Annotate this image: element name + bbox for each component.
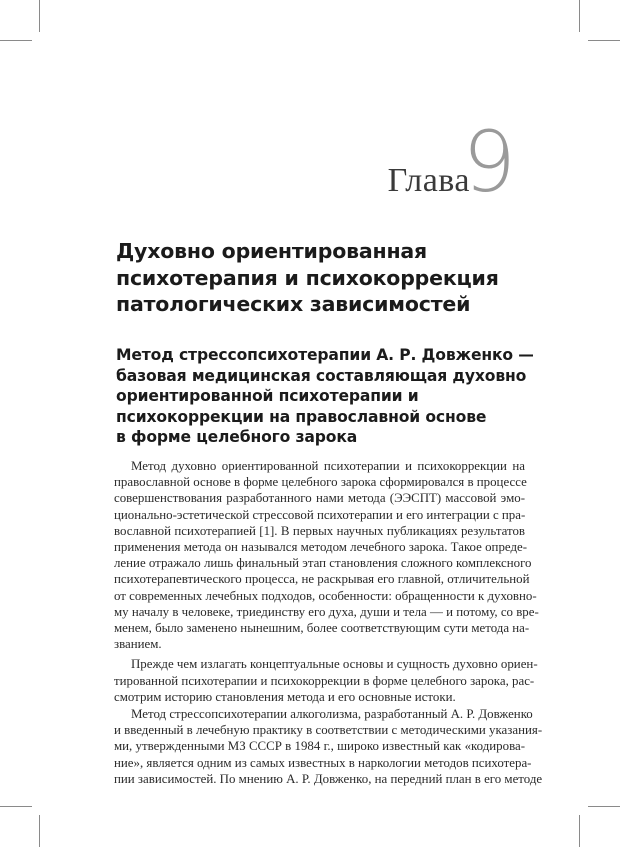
text-line: Прежде чем излагать концептуальные основы и сущность духовно ориен-	[131, 657, 538, 672]
subtitle-line: базовая медицинская составляющая духовно	[116, 366, 527, 385]
text-line: тированной психотерапии и психокоррекции в форме целебного зарока, рас-	[114, 673, 535, 688]
text-line: и введенный в лечебную практику в соответствии с методическими указания-	[114, 723, 543, 738]
section-title	[116, 345, 536, 448]
text-line: менем, было заменено нынешним, более соответствующим сути метода на-	[114, 621, 530, 636]
crop-mark-bottom-right-v	[579, 815, 580, 847]
crop-mark-top-right-v	[579, 0, 580, 32]
text-line: званием.	[114, 637, 162, 652]
text-line: вославной психотерапией [1]. В первых научных публикациях результатов	[114, 523, 525, 538]
title-line: Духовно ориентированная	[116, 239, 428, 263]
subtitle-line: Метод стрессопсихотерапии А. Р. Довженко —	[116, 346, 534, 364]
text-line: Метод духовно ориентированной психотерапии и психокоррекции на	[131, 459, 525, 473]
text-line: от современных лечебных подходов, особенности: обращенности к духовно-	[114, 588, 537, 603]
chapter-title	[116, 238, 536, 318]
text-line: применения метода он назывался методом лечебного зарока. Такое опреде-	[114, 540, 528, 555]
title-line: психотерапия и психокоррекция	[116, 265, 499, 290]
text-line: ление отражало лишь финальный этап становления сложного комплексного	[114, 556, 532, 571]
text-line: совершенствования разработанного нами метода (ЭЭСПТ) массовой эмо-	[114, 491, 525, 506]
body-text	[97, 458, 543, 787]
text-line: пии зависимостей. По мнению А. Р. Довженко, на передний план в его методе	[114, 771, 543, 786]
text-line: му началу в человеке, триединству его духа, души и тела — и потому, со вре-	[114, 604, 539, 619]
text-line: ми, утвержденными МЗ СССР в 1984 г., широко известный как «кодирова-	[114, 739, 525, 754]
text-line: ние», является одним из самых известных в наркологии методов психотера-	[114, 755, 532, 770]
text-line: психотерапевтического процесса, не раскрывая его главной, отличительной	[114, 572, 530, 587]
crop-mark-bottom-right-h	[588, 806, 620, 807]
subtitle-line: ориентированной психотерапии и	[116, 387, 419, 405]
crop-mark-top-left-v	[39, 0, 40, 32]
text-line: православной основе в форме целебного зарока сформировался в процессе	[114, 475, 527, 490]
crop-mark-bottom-left-h	[0, 806, 32, 807]
chapter-word: Глава	[387, 162, 470, 199]
paragraph	[97, 656, 538, 705]
paragraph	[97, 706, 543, 787]
crop-mark-top-left-h	[0, 40, 32, 41]
crop-mark-top-right-h	[588, 40, 620, 41]
text-line: Метод стрессопсихотерапии алкоголизма, разработанный А. Р. Довженко	[131, 707, 533, 722]
subtitle-line: в форме целебного зарока	[116, 428, 358, 446]
paragraph	[97, 458, 539, 652]
crop-mark-bottom-left-v	[39, 815, 40, 847]
chapter-number: 9	[462, 113, 516, 211]
text-line: ционально-эстетической стрессовой психотерапии и его интеграции с пра-	[114, 507, 526, 522]
subtitle-line: психокоррекции на православной основе	[116, 407, 487, 426]
text-line: смотрим историю становления метода и его основные истоки.	[114, 689, 456, 704]
title-line: патологических зависимостей	[116, 292, 471, 316]
